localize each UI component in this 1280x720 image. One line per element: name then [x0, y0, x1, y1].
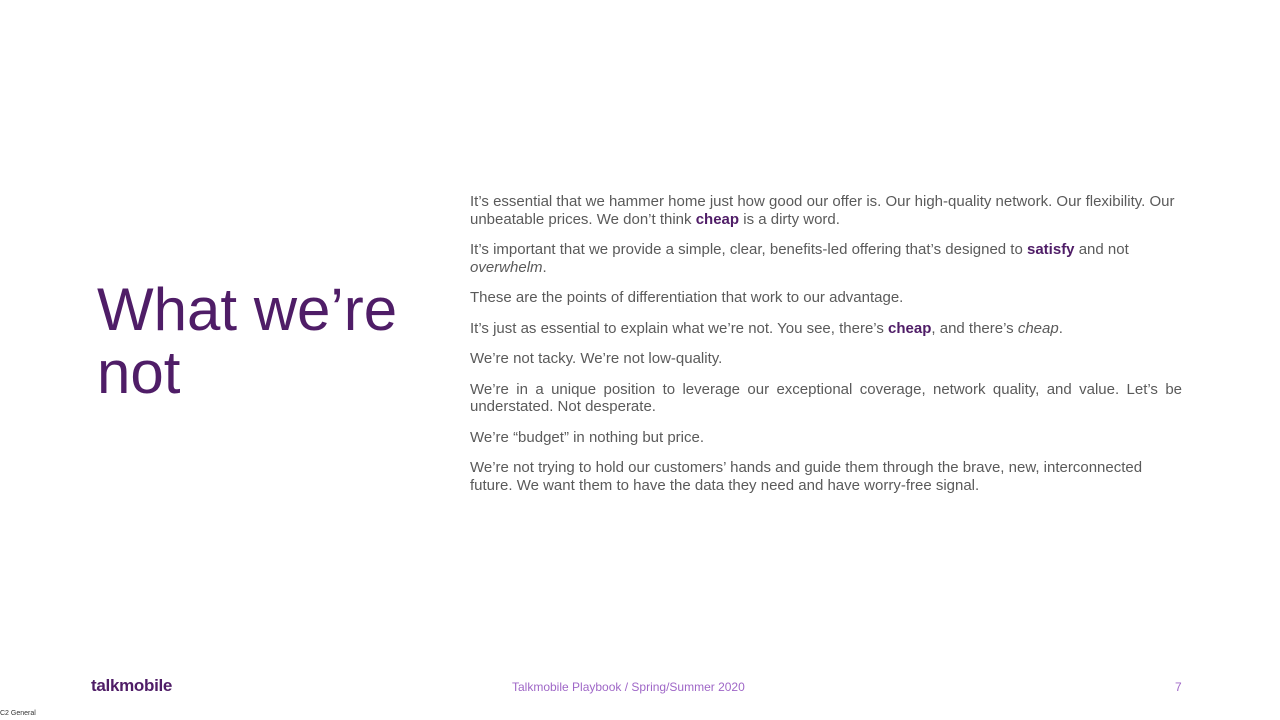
emphasis-satisfy: satisfy	[1027, 241, 1075, 258]
talkmobile-logo: talkmobile	[91, 676, 173, 695]
classification-label: C2 General	[0, 710, 36, 717]
paragraph-unique-position: We’re in a unique position to leverage our exceptional coverage, network quality, and value. Let’s be understated. Not desperate.	[470, 380, 1182, 415]
paragraph-offer-text: It’s essential that we hammer home just how good our offer is. Our high-quality network. Our flexibility. Our unbeatable prices. We don’t think	[470, 193, 1175, 228]
paragraph-explain-text: It’s just as essential to explain what we’re not. You see, there’s	[470, 319, 889, 337]
paragraph-satisfy-end: .	[542, 258, 547, 276]
page-number: 7	[1175, 680, 1182, 694]
paragraph-explain-end: .	[1058, 319, 1063, 337]
footer-caption: Talkmobile Playbook / Spring/Summer 2020	[512, 680, 745, 694]
paragraph-satisfy-text: It’s important that we provide a simple, clear, benefits-led offering that’s designed to	[470, 241, 1027, 258]
emphasis-cheap: cheap	[695, 210, 740, 228]
paragraph-explain-mid: , and there’s	[931, 319, 1018, 337]
paragraph-offer	[470, 193, 1182, 228]
emphasis-overwhelm: overwhelm	[470, 258, 543, 276]
paragraph-satisfy	[470, 241, 1182, 276]
slide-title: What we’re not	[97, 276, 398, 406]
emphasis-cheap-italic: cheap	[1017, 319, 1059, 337]
body-text	[470, 193, 1182, 507]
paragraph-not-tacky: We’re not tacky. We’re not low-quality.	[470, 350, 723, 367]
paragraph-customers: We’re not trying to hold our customers’ hands and guide them through the brave, new, interconnected future. We want them to have the data they need and have worry-free signal.	[470, 459, 1143, 494]
paragraph-budget: We’re “budget” in nothing but price.	[470, 428, 705, 446]
paragraph-differentiation: These are the points of differentiation that work to our advantage.	[470, 289, 904, 306]
paragraph-satisfy-mid: and not	[1074, 241, 1129, 258]
emphasis-cheap-bold: cheap	[888, 319, 932, 337]
paragraph-explain	[470, 320, 1182, 338]
paragraph-offer-end: is a dirty word.	[739, 210, 840, 228]
